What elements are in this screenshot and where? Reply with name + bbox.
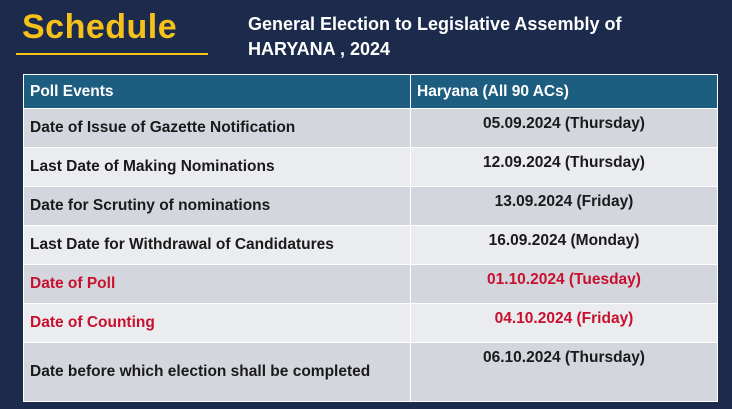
event-cell: Date of Poll: [24, 265, 411, 304]
heading-underline: [16, 53, 208, 55]
table-row: [24, 226, 718, 265]
table-row: [24, 109, 718, 148]
event-cell: Date before which election shall be completed: [24, 343, 411, 402]
date-cell: 04.10.2024 (Friday): [411, 304, 718, 343]
page-title: [248, 12, 718, 62]
date-cell: 12.09.2024 (Thursday): [411, 148, 718, 187]
date-cell: 06.10.2024 (Thursday): [411, 343, 718, 402]
page-title-line-1: General Election to Legislative Assembly of: [248, 14, 622, 34]
date-cell: 13.09.2024 (Friday): [411, 187, 718, 226]
table-row: [24, 148, 718, 187]
table-header-row: [24, 75, 718, 109]
page-title-line-2: HARYANA , 2024: [248, 39, 391, 59]
column-header-poll-events: Poll Events: [24, 75, 411, 109]
table-row: [24, 343, 718, 402]
date-cell: 16.09.2024 (Monday): [411, 226, 718, 265]
table-row-counting: [24, 304, 718, 343]
event-cell: Last Date for Withdrawal of Candidatures: [24, 226, 411, 265]
schedule-heading: Schedule: [22, 8, 178, 46]
event-cell: Date of Counting: [24, 304, 411, 343]
date-cell: 01.10.2024 (Tuesday): [411, 265, 718, 304]
table-row: [24, 187, 718, 226]
column-header-haryana: Haryana (All 90 ACs): [411, 75, 718, 109]
event-cell: Last Date of Making Nominations: [24, 148, 411, 187]
schedule-table: [23, 74, 718, 402]
table-row-poll: [24, 265, 718, 304]
event-cell: Date of Issue of Gazette Notification: [24, 109, 411, 148]
date-cell: 05.09.2024 (Thursday): [411, 109, 718, 148]
event-cell: Date for Scrutiny of nominations: [24, 187, 411, 226]
